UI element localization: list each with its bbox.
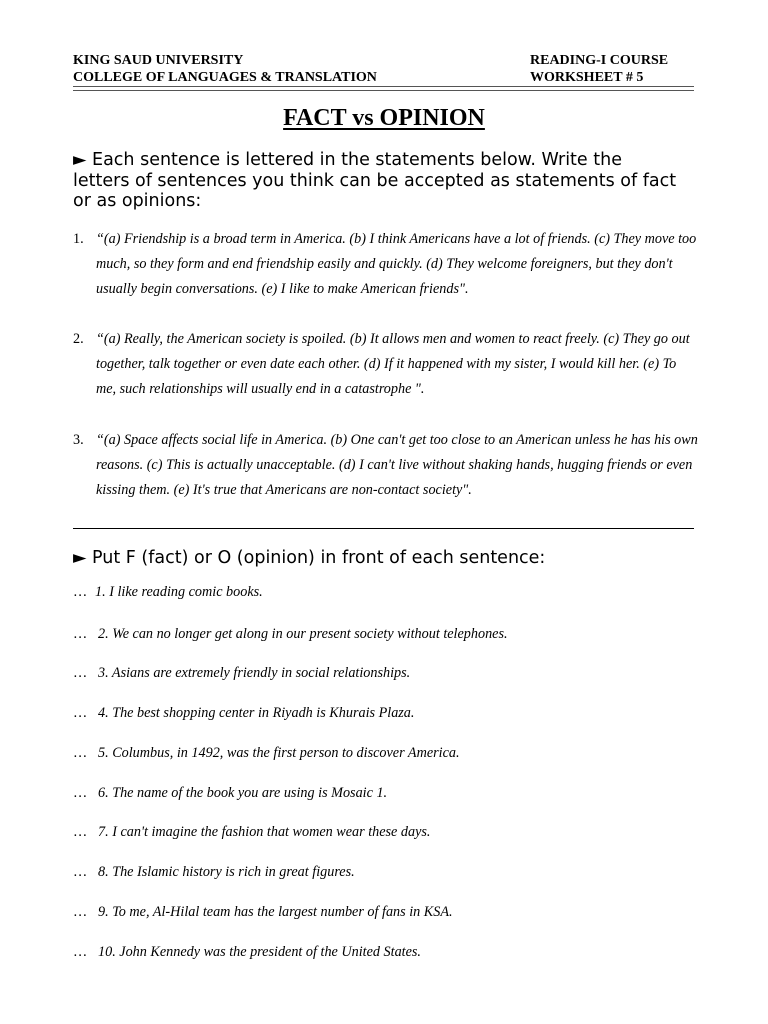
answer-blank[interactable]: … bbox=[73, 626, 88, 642]
fact-opinion-item bbox=[73, 664, 410, 682]
answer-blank[interactable]: … bbox=[73, 665, 88, 681]
course-name: READING-I COURSE bbox=[530, 53, 669, 68]
fact-opinion-item bbox=[73, 583, 263, 601]
statement-text: “(a) Really, the American society is spoiled. (b) It allows men and women to react freely. (c) They go out together, talk together or even date each other. (d) If it happened with my sister, I would kill her. (e) To me, such relationships will usually end in a catastrophe ". bbox=[96, 331, 690, 398]
answer-blank[interactable]: … bbox=[73, 864, 88, 880]
answer-blank[interactable]: … bbox=[73, 705, 88, 721]
section-divider bbox=[73, 528, 694, 529]
statement-item-1 bbox=[73, 227, 698, 303]
sentence-text: 10. John Kennedy was the president of the United States. bbox=[98, 944, 421, 960]
statement-number: 2. bbox=[73, 331, 84, 347]
answer-blank[interactable]: … bbox=[73, 824, 88, 840]
sentence-text: 2. We can no longer get along in our present society without telephones. bbox=[98, 626, 508, 642]
fact-opinion-item bbox=[73, 744, 460, 762]
statement-text: “(a) Space affects social life in America. (b) One can't get too close to an American unless he has his own reasons. (c) This is actually unacceptable. (d) I can't live without shaking hands, hugging friends or even kissing them. (e) It's true that Americans are non-contact society". bbox=[96, 432, 698, 499]
worksheet-number: WORKSHEET # 5 bbox=[530, 70, 644, 85]
answer-blank[interactable]: … bbox=[73, 904, 88, 920]
sentence-text: 9. To me, Al-Hilal team has the largest number of fans in KSA. bbox=[98, 904, 453, 920]
header-rule-thick bbox=[73, 86, 694, 87]
fact-opinion-item bbox=[73, 625, 508, 643]
statement-item-2 bbox=[73, 327, 698, 403]
university-name: KING SAUD UNIVERSITY bbox=[73, 53, 244, 68]
sentence-text: 1. I like reading comic books. bbox=[95, 584, 263, 600]
section1-instruction: ► Each sentence is lettered in the statements below. Write the letters of sentences you think can be accepted as statements of fact or as opinions: bbox=[73, 150, 677, 211]
answer-blank[interactable]: … bbox=[73, 944, 88, 960]
sentence-text: 4. The best shopping center in Riyadh is Khurais Plaza. bbox=[98, 705, 415, 721]
header-rule-thin bbox=[73, 90, 694, 91]
section2-instruction: ► Put F (fact) or O (opinion) in front of each sentence: bbox=[73, 548, 546, 568]
answer-blank[interactable]: … bbox=[73, 745, 88, 761]
page-title: FACT vs OPINION bbox=[283, 105, 485, 131]
sentence-text: 6. The name of the book you are using is Mosaic 1. bbox=[98, 785, 388, 801]
fact-opinion-item bbox=[73, 823, 430, 841]
fact-opinion-item bbox=[73, 903, 453, 921]
statement-text: “(a) Friendship is a broad term in America. (b) I think Americans have a lot of friends. (c) They move too much, so they form and end friendship easily and quickly. (d) They welcome foreigners, but they don't usually begin conversations. (e) I like to make American friends". bbox=[96, 231, 697, 298]
statement-item-3 bbox=[73, 428, 698, 504]
answer-blank[interactable]: … bbox=[73, 584, 88, 600]
sentence-text: 8. The Islamic history is rich in great figures. bbox=[98, 864, 355, 880]
sentence-text: 5. Columbus, in 1492, was the first person to discover America. bbox=[98, 745, 460, 761]
sentence-text: 7. I can't imagine the fashion that women wear these days. bbox=[98, 824, 431, 840]
fact-opinion-item bbox=[73, 943, 421, 961]
sentence-text: 3. Asians are extremely friendly in social relationships. bbox=[98, 665, 411, 681]
statement-number: 1. bbox=[73, 231, 84, 247]
fact-opinion-item bbox=[73, 863, 355, 881]
answer-blank[interactable]: … bbox=[73, 785, 88, 801]
college-name: COLLEGE OF LANGUAGES & TRANSLATION bbox=[73, 70, 377, 85]
statement-number: 3. bbox=[73, 432, 84, 448]
fact-opinion-item bbox=[73, 784, 387, 802]
fact-opinion-item bbox=[73, 704, 414, 722]
